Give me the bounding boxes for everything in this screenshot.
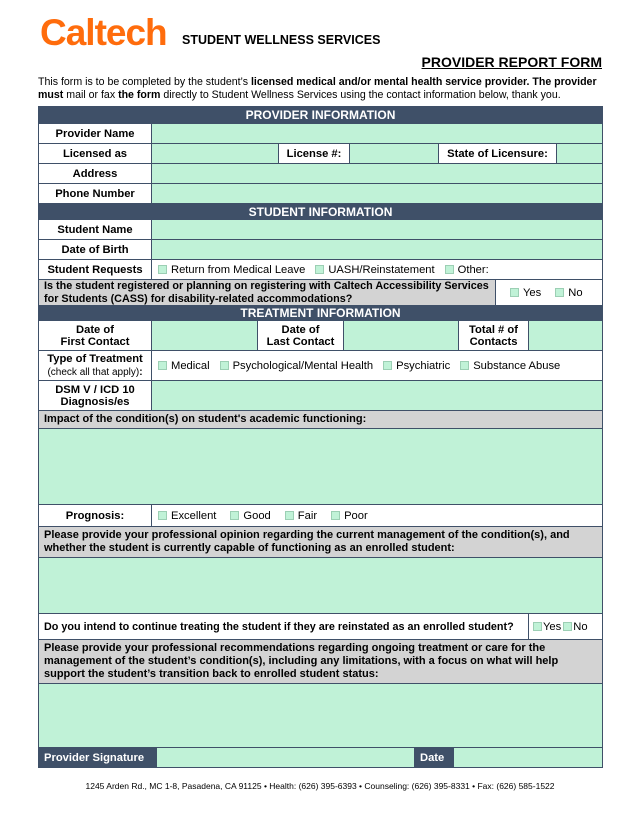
cass-question: Is the student registered or planning on registering with Caltech Accessibility Services for Students (CASS) for disability-related accommodations? (39, 280, 495, 305)
checkbox[interactable] (383, 361, 392, 370)
treatment-option-medical[interactable]: Medical (158, 360, 210, 372)
continue-no-option[interactable]: No (563, 621, 587, 633)
phone-field[interactable] (151, 184, 602, 203)
licensed-as-field[interactable] (151, 144, 278, 163)
cass-yes-option[interactable]: Yes (510, 287, 541, 299)
license-number-label: License #: (278, 144, 349, 163)
checkbox[interactable] (158, 361, 167, 370)
opinion-field[interactable] (39, 558, 602, 613)
checkbox[interactable] (230, 511, 239, 520)
continue-yes-option[interactable]: Yes (533, 621, 561, 633)
request-option-other[interactable]: Other: (445, 264, 489, 276)
impact-question: Impact of the condition(s) on student's academic functioning: (39, 411, 602, 428)
continue-question: Do you intend to continue treating the student if they are reinstated as an enrolled student? (44, 620, 514, 633)
checkbox[interactable] (445, 265, 454, 274)
checkbox[interactable] (331, 511, 340, 520)
checkbox[interactable] (158, 265, 167, 274)
student-requests-options (151, 260, 602, 279)
checkbox[interactable] (563, 622, 572, 631)
first-contact-label: Date of First Contact (39, 321, 151, 350)
treatment-type-options (151, 351, 602, 380)
checkbox[interactable] (158, 511, 167, 520)
opinion-question: Please provide your professional opinion regarding the current management of the condition(s), and whether the student is currently capable of functioning as an enrolled student: (39, 527, 602, 557)
impact-field[interactable] (39, 429, 602, 504)
provider-report-form (38, 106, 603, 768)
checkbox[interactable] (285, 511, 294, 520)
licensed-as-label: Licensed as (39, 144, 151, 163)
diagnosis-field[interactable] (151, 381, 602, 410)
request-option-uash[interactable]: UASH/Reinstatement (315, 264, 434, 276)
checkbox[interactable] (460, 361, 469, 370)
total-contacts-label: Total # of Contacts (458, 321, 528, 350)
treatment-option-substance-abuse[interactable]: Substance Abuse (460, 360, 560, 372)
prognosis-fair[interactable]: Fair (285, 510, 317, 522)
type-of-treatment-label: Type of Treatment (check all that apply): (39, 351, 151, 380)
last-contact-label: Date of Last Contact (257, 321, 343, 350)
total-contacts-field[interactable] (528, 321, 602, 350)
dob-field[interactable] (151, 240, 602, 259)
state-licensure-label: State of Licensure: (438, 144, 556, 163)
diagnosis-label: DSM V / ICD 10 Diagnosis/es (39, 381, 151, 410)
recommendations-field[interactable] (39, 684, 602, 747)
department-name: STUDENT WELLNESS SERVICES (182, 33, 381, 47)
checkbox[interactable] (510, 288, 519, 297)
prognosis-options (151, 505, 602, 526)
footer-contact-info: 1245 Arden Rd., MC 1-8, Pasadena, CA 91125 • Health: (626) 395-6393 • Counseling: (626) 395-8331 • Fax: (626) 585-1522 (85, 781, 555, 791)
provider-name-label: Provider Name (39, 124, 151, 143)
license-number-field[interactable] (349, 144, 438, 163)
form-title: PROVIDER REPORT FORM (421, 54, 602, 70)
checkbox[interactable] (220, 361, 229, 370)
student-section-header: STUDENT INFORMATION (39, 204, 602, 219)
prognosis-label: Prognosis: (39, 505, 151, 526)
prognosis-excellent[interactable]: Excellent (158, 510, 216, 522)
date-label: Date (414, 748, 453, 767)
provider-section-header: PROVIDER INFORMATION (39, 107, 602, 123)
cass-options (495, 280, 602, 305)
provider-name-field[interactable] (151, 124, 602, 143)
student-name-label: Student Name (39, 220, 151, 239)
state-licensure-field[interactable] (556, 144, 602, 163)
caltech-logo: Caltech (40, 12, 167, 53)
prognosis-poor[interactable]: Poor (331, 510, 368, 522)
checkbox[interactable] (315, 265, 324, 274)
date-field[interactable] (453, 748, 602, 767)
provider-signature-label: Provider Signature (39, 748, 156, 767)
checkbox[interactable] (555, 288, 564, 297)
prognosis-good[interactable]: Good (230, 510, 270, 522)
student-requests-label: Student Requests (39, 260, 151, 279)
student-name-field[interactable] (151, 220, 602, 239)
last-contact-field[interactable] (343, 321, 458, 350)
phone-label: Phone Number (39, 184, 151, 203)
address-field[interactable] (151, 164, 602, 183)
request-option-medical-leave[interactable]: Return from Medical Leave (158, 264, 305, 276)
checkbox[interactable] (533, 622, 542, 631)
first-contact-field[interactable] (151, 321, 257, 350)
intro-text: This form is to be completed by the student’s licensed medical and/or mental health service provider. The provider must mail or fax the form directly to Student Wellness Services using the contact information below, thank you. (38, 76, 597, 101)
provider-signature-field[interactable] (156, 748, 414, 767)
dob-label: Date of Birth (39, 240, 151, 259)
recommendations-question: Please provide your professional recommendations regarding ongoing treatment or care for the management of the student’s condition(s), including any limitations, with a focus on what will help support the student’s transition back to enrolled student status: (39, 640, 602, 683)
treatment-option-psychological[interactable]: Psychological/Mental Health (220, 360, 374, 372)
continue-options (528, 614, 602, 639)
address-label: Address (39, 164, 151, 183)
cass-no-option[interactable]: No (555, 287, 582, 299)
treatment-section-header: TREATMENT INFORMATION (39, 306, 602, 320)
treatment-option-psychiatric[interactable]: Psychiatric (383, 360, 450, 372)
